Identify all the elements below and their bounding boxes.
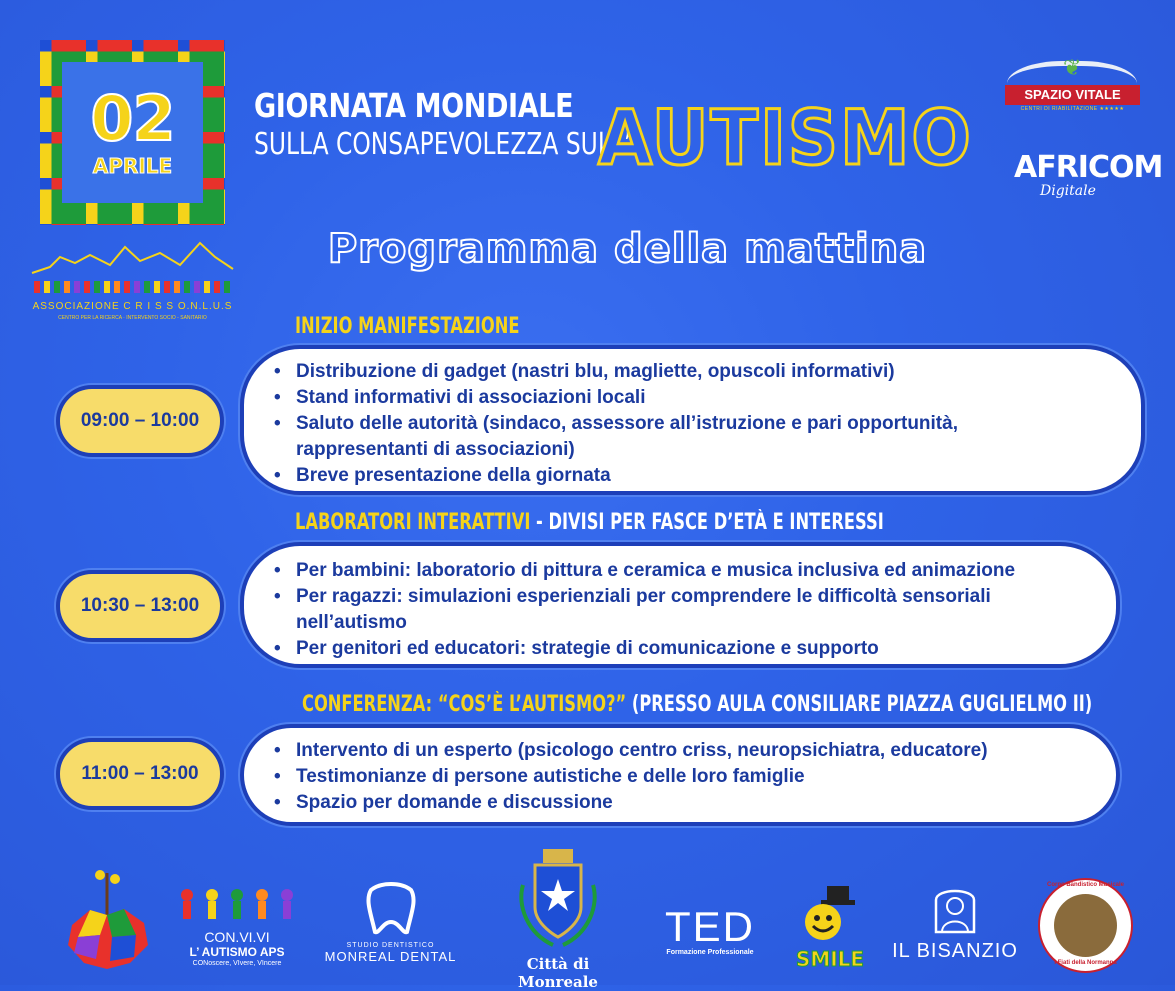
africom-sub: Digitale (1040, 183, 1096, 199)
ted-name: TED (665, 903, 755, 950)
criss-name: ASSOCIAZIONE C R I S S O.N.L.U.S (32, 301, 233, 312)
monreal-small: STUDIO DENTISTICO (346, 942, 435, 949)
section-3-list (244, 738, 1116, 816)
convivi-line1: CON.VI.VI (204, 929, 270, 945)
headline-autismo: AUTISMO (598, 93, 973, 182)
coat-of-arms-icon (513, 845, 603, 950)
date-badge (40, 40, 225, 225)
section-1-list (244, 359, 1141, 489)
corpo-bandistico-logo (1038, 878, 1133, 973)
corpo-top: Corpo Bandistico Musicale (1046, 882, 1124, 888)
convivi-logo (172, 885, 302, 975)
convivi-line2: L’ AUTISMO APS (189, 945, 285, 959)
il-bisanzio-logo (890, 880, 1020, 975)
list-item: • Per bambini: laboratorio di pittura e ceramica e musica inclusiva ed animazione (296, 558, 1116, 584)
citta-monreale-logo (488, 845, 628, 991)
bisanzio-name: IL BISANZIO (892, 940, 1018, 962)
list-item: • Per ragazzi: simulazioni esperienziali per comprendere le difficoltà sensoriali nell’autismo (296, 584, 1116, 636)
list-item: • Stand informativi di associazioni locali (296, 385, 1141, 411)
ted-logo (655, 905, 765, 965)
section-3-title-main: CONFERENZA: “COS’È L’AUTISMO?” (302, 692, 627, 717)
portrait-icon (930, 880, 980, 935)
program-title: Programma della mattina (327, 226, 928, 272)
spazio-vitale-tagline: CENTRI DI RIABILITAZIONE ★★★★★ (1020, 106, 1125, 112)
list-item: • Saluto delle autorità (sindaco, assessore all’istruzione e pari opportunità, rappresentanti di associazioni) (296, 411, 1141, 463)
section-2-title (295, 510, 884, 535)
list-item: • Breve presentazione della giornata (296, 463, 1141, 489)
list-item: • Distribuzione di gadget (nastri blu, magliette, opuscoli informativi) (296, 359, 1141, 385)
spazio-vitale-logo (1005, 55, 1140, 120)
section-3-title (302, 692, 1092, 717)
list-item: • Per genitori ed educatori: strategie di comunicazione e supporto (296, 636, 1116, 662)
section-1-time: 09:00 – 10:00 (56, 385, 224, 457)
leaf-icon: ❦ (1063, 55, 1082, 80)
section-2-card (240, 542, 1120, 668)
tooth-icon (361, 882, 421, 937)
date-day: 02 (90, 81, 175, 155)
headline-line1: GIORNATA MONDIALE (254, 86, 574, 125)
section-2-title-main: LABORATORI INTERATTIVI (295, 510, 531, 535)
date-month: APRILE (92, 153, 173, 178)
list-item: • Intervento di un esperto (psicologo centro criss, neuropsichiatra, educatore) (296, 738, 1116, 764)
brain-logo (60, 865, 155, 975)
corpo-bottom: I Fiati della Normanna (1054, 960, 1117, 966)
smile-name: SMILE (795, 947, 865, 971)
headline-line2: SULLA CONSAPEVOLEZZA SULL’ (254, 127, 632, 162)
citta-name: Città di Monreale (518, 955, 598, 991)
children-icon (172, 885, 302, 925)
convivi-line3: CONoscere, VIvere, VIncere (192, 960, 282, 967)
list-item: • Spazio per domande e discussione (296, 790, 1116, 816)
monreal-dental-logo (318, 882, 463, 972)
list-item: • Testimonianze di persone autistiche e delle loro famiglie (296, 764, 1116, 790)
section-3-subtitle: (PRESSO AULA CONSILIARE PIAZZA GUGLIELMO II) (626, 692, 1093, 717)
section-3-card (240, 724, 1120, 826)
smile-logo (785, 882, 875, 972)
section-1-title (295, 314, 519, 339)
section-2-subtitle: - DIVISI PER FASCE D’ETÀ E INTERESSI (530, 510, 884, 535)
africom-logo: AFRICOM (1014, 150, 1163, 185)
section-1-card (240, 345, 1145, 495)
spazio-vitale-name: SPAZIO VITALE (1005, 85, 1140, 105)
section-3-time: 11:00 – 13:00 (56, 738, 224, 810)
ted-sub: Formazione Professionale (666, 949, 754, 956)
section-2-time: 10:30 – 13:00 (56, 570, 224, 642)
smiley-icon (785, 882, 875, 942)
brain-icon (60, 865, 155, 975)
section-2-list (244, 558, 1116, 662)
criss-sub: CENTRO PER LA RICERCA · INTERVENTO SOCIO - SANITARIO (58, 315, 207, 321)
section-1-title-main: INIZIO MANIFESTAZIONE (295, 314, 520, 339)
monreal-name: MONREAL DENTAL (324, 949, 457, 964)
